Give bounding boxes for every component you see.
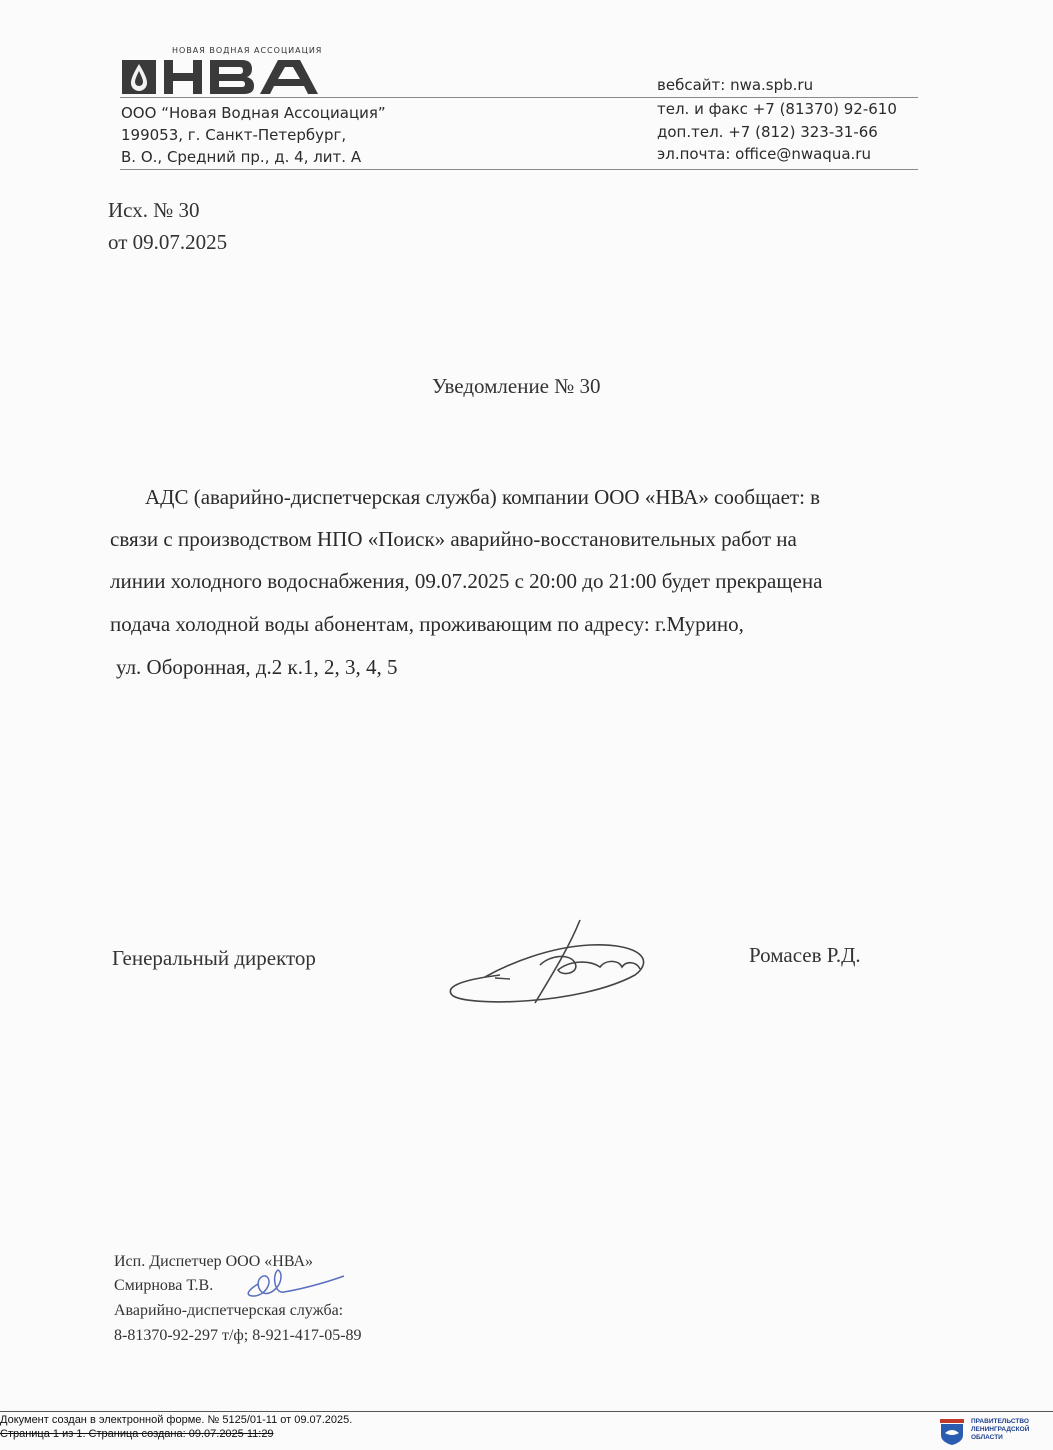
executor-signature [238,1264,348,1300]
company-phone-fax: тел. и факс +7 (81370) 92-610 [657,100,897,118]
government-label: ПРАВИТЕЛЬСТВО ЛЕНИНГРАДСКОЙ ОБЛАСТИ [971,1418,1030,1441]
body-line-4: подача холодной воды абонентам, проживающим по адресу: г.Мурино, [110,612,744,636]
body-line-3: линии холодного водоснабжения, 09.07.2025 с 20:00 до 21:00 будет прекращена [110,569,823,593]
footer-electronic-note: Документ создан в электронной форме. № 5125/01-11 от 09.07.2025. [0,1414,353,1426]
outgoing-number: Исх. № 30 [108,198,200,222]
signatory-name: Ромасев Р.Д. [749,943,861,967]
company-address-city: 199053, г. Санкт-Петербург, [121,126,347,144]
body-line-1: АДС (аварийно-диспетчерская служба) компании ООО «НВА» сообщает: в [145,485,821,509]
header-divider-top [120,97,918,98]
logo-tagline: НОВАЯ ВОДНАЯ АССОЦИАЦИЯ [172,46,323,55]
dispatch-service-label: Аварийно-диспетчерская служба: [114,1302,344,1319]
header-divider-bottom [120,169,918,170]
dispatch-service-phones: 8-81370-92-297 т/ф; 8-921-417-05-89 [114,1327,362,1344]
outgoing-date: от 09.07.2025 [108,230,228,254]
footer-page-info: Страница 1 из 1. Страница создана: 09.07.2025 11:29 [0,1428,274,1440]
footer-divider [0,1411,1053,1412]
company-phone-extra: доп.тел. +7 (812) 323-31-66 [657,123,878,141]
body-line-2: связи с производством НПО «Поиск» аварийно-восстановительных работ на [110,527,797,551]
executor-role: Исп. Диспетчер ООО «НВА» [114,1253,314,1270]
company-address-street: В. О., Средний пр., д. 4, лит. А [121,148,362,166]
document-title: Уведомление № 30 [432,374,601,398]
director-signature [440,915,660,1010]
signatory-position: Генеральный директор [112,946,316,970]
executor-name: Смирнова Т.В. [114,1277,214,1294]
body-line-5: ул. Оборонная, д.2 к.1, 2, 3, 4, 5 [116,655,398,679]
company-name: ООО “Новая Водная Ассоциация” [121,104,386,122]
company-website: вебсайт: nwa.spb.ru [657,76,814,94]
company-email: эл.почта: office@nwaqua.ru [657,145,871,163]
government-emblem-icon [940,1419,964,1445]
